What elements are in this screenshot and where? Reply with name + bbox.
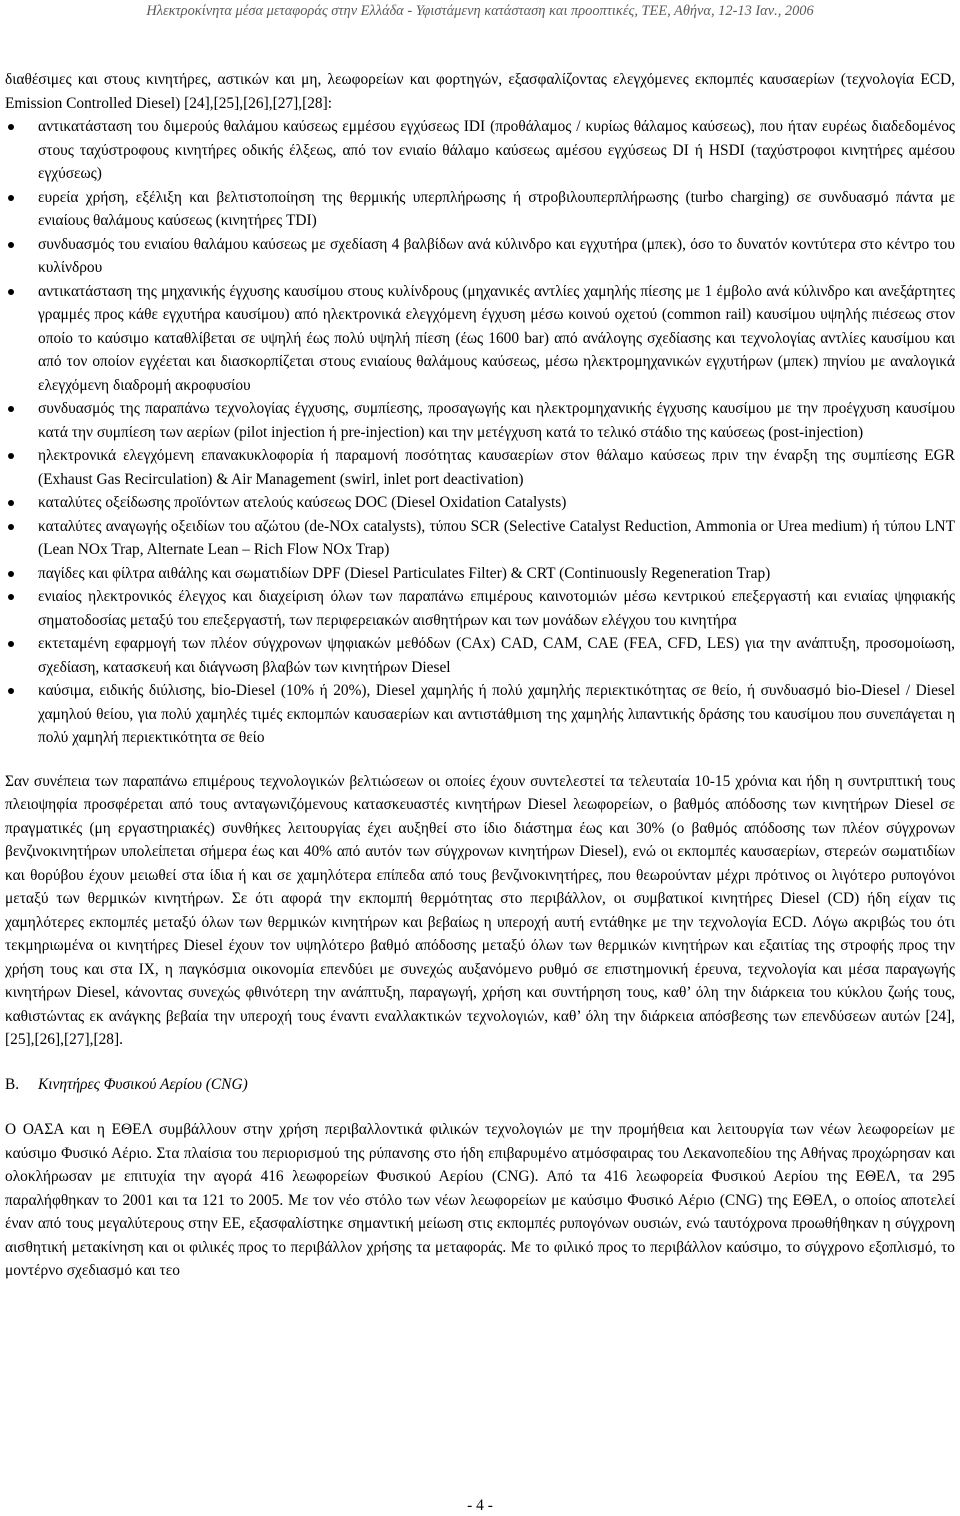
- bullet-list: [5, 115, 955, 750]
- bullet-item: ηλεκτρονικά ελεγχόμενη επανακυκλοφορία ή παραμονή ποσότητας καυσαερίων στον θάλαμο καύσεως πριν την έναρξη της συμπίεσης EGR (Exhaust Gas Recirculation) & Air Management (swirl, inlet port deactivation): [5, 444, 955, 491]
- intro-paragraph: διαθέσιμες και στους κινητήρες, αστικών και μη, λεωφορείων και φορτηγών, εξασφαλίζοντας ελεγχόμενες εκπομπές καυσαερίων (τεχνολογία ECD, Emission Controlled Diesel) [24],[25],[26],[27],[28]:: [5, 71, 955, 112]
- section-title-text: Κινητήρες Φυσικού Αερίου (CNG): [38, 1075, 248, 1093]
- page-number: - 4 -: [467, 1497, 493, 1514]
- body-paragraph-1: Σαν συνέπεια των παραπάνω επιμέρους τεχνολογικών βελτιώσεων οι οποίες έχουν συντελεστεί τα τελευταία 10-15 χρόνια και ήδη η συντριπτική τους πλειοψηφία προσφέρεται από τους ανταγωνιζόμενους κατασκευαστές κινητήρων Diesel λεωφορείων, ο βαθμός απόδοσης των κινητήρων Diesel σε πραγματικές (μη εργαστηριακές) συνθήκες λειτουργίας έχει αυξηθεί στο ίδιο διάστημα έως και 30% (ο βαθμός απόδοσης των πλέον σύγχρονων βενζινοκινητήρων υπολείπεται σήμερα έως και 40% από αυτόν των σύγχρονων κινητήρων Diesel), ενώ οι εκπομπές καυσαερίων, στερεών σωματιδίων και θορύβου έχουν μειωθεί στα ίδια ή και σε χαμηλότερα επίπεδα από τους βενζινοκινητήρες, που θεωρούνταν μέχρι πρότινος οι λιγότερο ρυπογόνοι μεταξύ των θερμικών κινητήρων. Σε ότι αφορά την εκπομπή θερμότητας στο περιβάλλον, οι συμβατικοί κινητήρες Diesel (CD) ήδη είχαν τις χαμηλότερες εκπομπές μεταξύ όλων των θερμικών κινητήρων και βεβαίως η υπεροχή αυτή εντάθηκε με την τεχνολογία ECD. Λόγω ακριβώς του ότι τεκμηριωμένα οι κινητήρες Diesel έχουν τον υψηλότερο βαθμό απόδοσης μεταξύ όλων των θερμικών κινητήρων και εξαιτίας της στροφής προς την χρήση τους και στα ΙΧ, η παγκόσμια οικονομία επενδύει με συνεχώς αυξανόμενο ρυθμό σε επιστημονική έρευνα, τεχνολογία και μέσα παραγωγής κινητήρων Diesel, κάνοντας συνεχώς φθινότερη την ανάπτυξη, παραγωγή, χρήση και συντήρηση τους, καθ’ όλη την διάρκεια του κύκλου ζωής τους, καθιστώντας εκ ανάγκης βεβαία την υπεροχή τους έναντι εναλλακτικών τεχνολογιών, καθ’ όλη την διάρκεια απόσβεσης των επενδύσεων αυτών [24],[25],[26],[27],[28].: [5, 772, 955, 1048]
- bullet-item: καταλύτες αναγωγής οξειδίων του αζώτου (de-NOx catalysts), τύπου SCR (Selective Catalyst Reduction, Ammonia or Urea medium) ή τύπου LNT (Lean NOx Trap, Alternate Lean – Rich Flow NOx Trap): [5, 515, 955, 562]
- section-heading: [5, 1073, 955, 1097]
- bullet-item: εκτεταμένη εφαρμογή των πλέον σύγχρονων ψηφιακών μεθόδων (CAx) CAD, CAM, CAE (FEA, CFD, LES) για την ανάπτυξη, προσομοίωση, σχεδίαση, κατασκευή και διάγνωση βλαβών των κινητήρων Diesel: [5, 632, 955, 679]
- bullet-item: ενιαίος ηλεκτρονικός έλεγχος και διαχείριση όλων των παραπάνω επιμέρους καινοτομιών μέσω κεντρικού επεξεργαστή και ενιαίας ψηφιακής σηματοδοσίας μεταξύ του επεξεργαστή, των περιφερειακών αισθητήρων και των μονάδων ελέγχου του κινητήρα: [5, 585, 955, 632]
- running-header: Ηλεκτροκίνητα μέσα μεταφοράς στην Ελλάδα - Υφιστάμενη κατάσταση και προοπτικές, ΤΕΕ, Αθήνα, 12-13 Ιαν., 2006: [146, 3, 814, 19]
- bullet-item: παγίδες και φίλτρα αιθάλης και σωματιδίων DPF (Diesel Particulates Filter) & CRT (Continuously Regeneration Trap): [5, 562, 955, 586]
- bullet-item: καταλύτες οξείδωσης προϊόντων ατελούς καύσεως DOC (Diesel Oxidation Catalysts): [5, 491, 955, 515]
- bullet-item: αντικατάσταση της μηχανικής έγχυσης καυσίμου στους κυλίνδρους (μηχανικές αντλίες χαμηλής πίεσης με 1 έμβολο ανά κύλινδρο και ανεξάρτητες γραμμές προς κάθε εγχυτήρα καυσίμου) από ηλεκτρονικά ελεγχόμενη έγχυση μέσω κοινού οχετού (common rail) καυσίμου υψηλής πιέσεως στον οποίο το καύσιμο καταθλίβεται σε υψηλή έως πολύ υψηλή πίεση (έως 1600 bar) από ανάλογης σχεδίασης και τεχνολογίας αντλίες καυσίμου και από τον οποίον εγχέεται και διασκορπίζεται στους ενιαίους θαλάμους καύσεως, μέσω ηλεκτρομηχανικών εγχυτήρων (μπεκ) πηνίου με αναλογικά ελεγχόμενη διαδρομή ακροφυσίου: [5, 280, 955, 398]
- bullet-item: ευρεία χρήση, εξέλιξη και βελτιστοποίηση της θερμικής υπερπλήρωσης ή στροβιλουπερπλήρωσης (turbo charging) σε συνδυασμό πάντα με ενιαίους θαλάμους καύσεως (κινητήρες TDI): [5, 186, 955, 233]
- bullet-item: καύσιμα, ειδικής διύλισης, bio-Diesel (10% ή 20%), Diesel χαμηλής ή πολύ χαμηλής περιεκτικότητας σε θείο, ή συνδυασμό bio-Diesel / Diesel χαμηλού θείου, για πολύ χαμηλές τιμές εκπομπών καυσαερίων και αντιστάθμιση της χαμηλής λιπαντικής δράσης του καυσίμου που συνεπάγεται η πολύ χαμηλή περιεκτικότητα σε θείο: [5, 679, 955, 750]
- bullet-item: αντικατάσταση του διμερούς θαλάμου καύσεως εμμέσου εγχύσεως IDI (προθάλαμος / κυρίως θάλαμος καύσεως), που ήταν ευρέως διαδεδομένος στους ταχύστροφους κινητήρες οδικής έλξεως, από τον ενιαίο θάλαμο καύσεως αμέσου εγχύσεως DI ή HSDI (ταχύστροφοι κινητήρες αμέσου εγχύσεως): [5, 115, 955, 186]
- document-body: [5, 68, 955, 1283]
- bullet-item: συνδυασμός της παραπάνω τεχνολογίας έγχυσης, συμπίεσης, προσαγωγής και ηλεκτρομηχανικής έγχυσης καυσίμου με την προέγχυση καυσίμου κατά την συμπίεση των αερίων (pilot injection ή pre-injection) και την μετέγχυση κατά το τελικό στάδιο της καύσεως (post-injection): [5, 397, 955, 444]
- spacer: [5, 750, 955, 770]
- bullet-item: συνδυασμός του ενιαίου θαλάμου καύσεως με σχεδίαση 4 βαλβίδων ανά κύλινδρο και εγχυτήρα (μπεκ), όσο το δυνατόν κοντύτερα στο κέντρο του κυλίνδρου: [5, 233, 955, 280]
- body-paragraph-2: Ο ΟΑΣΑ και η ΕΘΕΛ συμβάλλουν στην χρήση περιβαλλοντικά φιλικών τεχνολογιών με την προμήθεια και λειτουργία των νέων λεωφορείων με καύσιμο Φυσικό Αέριο. Στα πλαίσια του περιορισμού της ρύπανσης στο ήδη επιβαρυμένο ατμόσφαιρας του Λεκανοπεδίου της Αθήνας προχώρησαν και ολοκλήρωσαν με επιτυχία την αγορά 416 λεωφορείων Φυσικού Αερίου (CNG). Από τα 416 λεωφορεία Φυσικού Αερίου της ΕΘΕΛ, τα 295 παραλήφθηκαν το 2001 και τα 121 το 2005. Με τον νέο στόλο των νέων λεωφορείων με καύσιμο Φυσικό Αέριο (CNG) της ΕΘΕΛ, ο οποίος αποτελεί έναν από τους μεγαλύτερους στην ΕΕ, εξασφαλίστηκε σημαντική μείωση στις εκπομπές ρυπογόνων ουσιών, ενώ ταυτόχρονα προωθήθηκαν η σύγχρονη αισθητική μετακίνηση και οι φιλικές προς το περιβάλλον χρήσης τα μεταφοράς. Με το φιλικό προς το περιβάλλον καύσιμο, το σύγχρονο εξοπλισμό, το μοντέρνο σχεδιασμό και τεο: [5, 1121, 955, 1279]
- section-letter: B.: [5, 1075, 20, 1093]
